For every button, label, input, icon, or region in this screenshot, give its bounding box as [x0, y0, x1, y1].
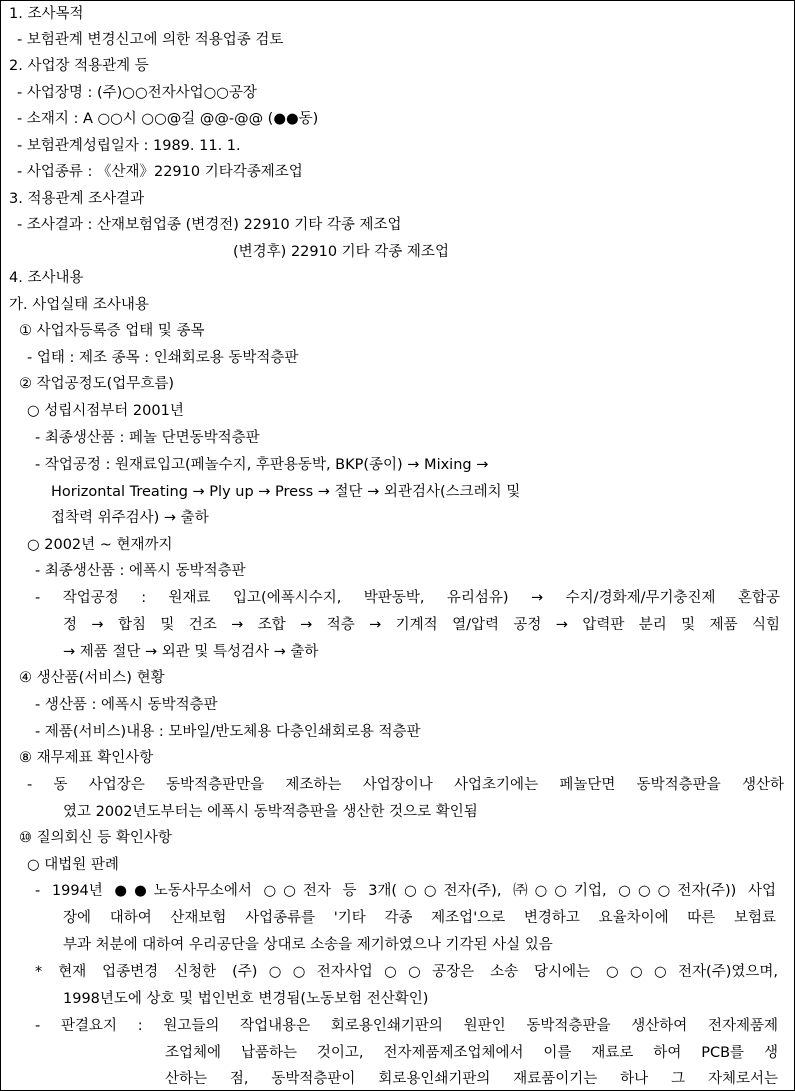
- note-line-1: * 현재 업종변경 신청한 (주)○○전자사업○○공장은 소송 당시에는 ○○○전자(주)였으며,: [35, 964, 778, 980]
- item1-line: - 업태 : 제조 종목 : 인쇄회로용 동박적층판: [27, 350, 299, 366]
- item8-title: ⑧ 재무제표 확인사항: [19, 750, 154, 766]
- ruling-line-2: 조업체에 납품하는 것이고, 전자제품제조업체에서 이를 재료로 하여 PCB를 생: [165, 1045, 778, 1061]
- period1-product: - 최종생산품 : 페놀 단면동박적층판: [35, 430, 260, 446]
- period1-process-1: - 작업공정 : 원재료입고(페놀수지, 후판용동박, BKP(종이) → Mixing →: [35, 457, 489, 473]
- section-heading-result: 3. 적용관계 조사결과: [9, 191, 145, 207]
- subsection-heading-ga: 가. 사업실태 조사내용: [9, 297, 149, 313]
- item2-title: ② 작업공정도(업무흐름): [19, 376, 174, 392]
- item4-content: - 제품(서비스)내용 : 모바일/반도체용 다층인쇄회로용 적층판: [35, 724, 421, 740]
- item4-product: - 생산품 : 에폭시 동박적층판: [35, 697, 218, 713]
- section-heading-purpose: 1. 조사목적: [9, 6, 84, 22]
- ruling-line-1: - 판결요지 : 원고들의 작업내용은 회로용인쇄기판의 원판인 동박적층판을 생산하여 전자제품제: [35, 1018, 778, 1034]
- period1-title: ○ 성립시점부터 2001년: [27, 403, 184, 419]
- period2-title: ○ 2002년 ~ 현재까지: [27, 537, 173, 553]
- item1-title: ① 사업자등록증 업태 및 종목: [19, 323, 205, 339]
- insurance-date: - 보험관계성립일자 : 1989. 11. 1.: [17, 138, 241, 154]
- section-heading-content: 4. 조사내용: [9, 270, 84, 286]
- court-title: ○ 대법원 판례: [27, 857, 119, 873]
- result-before: - 조사결과 : 산재보험업종 (변경전) 22910 기타 각종 제조업: [17, 217, 402, 233]
- period2-product: - 최종생산품 : 에폭시 동박적층판: [35, 563, 246, 579]
- result-after: (변경후) 22910 기타 각종 제조업: [233, 244, 449, 260]
- note-line-2: 1998년도에 상호 및 법인번호 변경됨(노동보험 전산확인): [63, 991, 429, 1007]
- period2-process-1: - 작업공정 : 원재료 입고(에폭시수지, 박판동박, 유리섬유) → 수지/경화제/무기충진제 혼합공: [35, 590, 780, 606]
- court-case-3: 부과 처분에 대하여 우리공단을 상대로 소송을 제기하였으나 기각된 사실 있음: [63, 937, 553, 953]
- period2-process-3: → 제품 절단 → 외관 및 특성검사 → 출하: [63, 644, 319, 660]
- business-type: - 사업종류 : 《산재》22910 기타각종제조업: [17, 164, 303, 180]
- court-case-2: 장에 대하여 산재보험 사업종류를 '기타 각종 제조업'으로 변경하고 요율차이에 따른 보험료: [63, 910, 776, 926]
- item8-line-2: 였고 2002년도부터는 에폭시 동박적층판을 생산한 것으로 확인됨: [63, 804, 478, 820]
- ruling-line-3: 산하는 점, 동박적층판이 회로용인쇄기판의 재료품이기는 하나 그 자체로서는: [165, 1071, 778, 1087]
- period2-process-2: 정 → 합침 및 건조 → 조합 → 적층 → 기계적 열/압력 공정 → 압력판 분리 및 제품 식힘: [63, 617, 780, 633]
- item4-title: ④ 생산품(서비스) 현황: [19, 670, 165, 686]
- workplace-address: - 소재지 : A ○○시 ○○@길 @@-@@ (●●동): [17, 111, 319, 127]
- item8-line-1: - 동 사업장은 동박적층판만을 제조하는 사업장이나 사업초기에는 페놀단면 동박적층판을 생산하: [27, 777, 784, 793]
- item10-title: ⑩ 질의회신 등 확인사항: [19, 830, 172, 846]
- period1-process-2: Horizontal Treating → Ply up → Press → 절단 → 외관검사(스크레치 및: [51, 484, 521, 500]
- period1-process-3: 접착력 위주검사) → 출하: [51, 510, 209, 526]
- court-case-1: - 1994년 ●●노동사무소에서 ○○전자 등 3개(○○전자(주), ㈜○○기업, ○○○전자(주)) 사업: [35, 883, 776, 899]
- section-heading-workplace: 2. 사업장 적용관계 등: [9, 58, 149, 74]
- purpose-text: - 보험관계 변경신고에 의한 적용업종 검토: [17, 32, 284, 48]
- workplace-name: - 사업장명 : (주)○○전자사업○○공장: [17, 85, 257, 101]
